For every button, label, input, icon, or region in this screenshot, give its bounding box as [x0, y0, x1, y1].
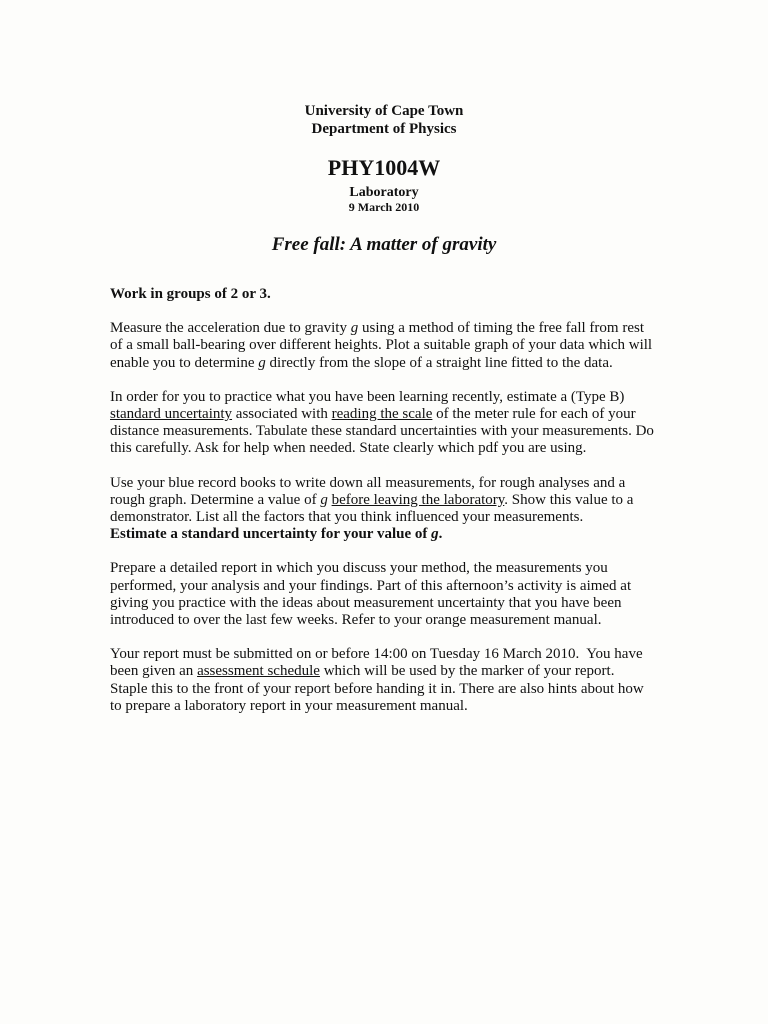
paragraph-submission	[110, 646, 658, 715]
gravity-symbol: g	[320, 491, 328, 508]
session-type: Laboratory	[349, 185, 419, 200]
paragraph-record-books	[110, 475, 658, 544]
gravity-symbol: g	[350, 320, 359, 337]
paragraph-text: Measure the acceleration due to gravity	[110, 320, 351, 337]
university-name: University of Cape Town	[304, 103, 464, 119]
paragraph-text: which will be used by the marker of your report. Staple this to the front of your report before handing it in. There are also hints about how to prepare a laboratory report in your measurement manual.	[110, 663, 644, 714]
paragraph-text: using a method of timing the free fall from rest of a small ball-bearing over different heights. Plot a suitable graph of your data which will enable you to determine	[110, 320, 653, 371]
gravity-symbol: g	[258, 354, 266, 371]
underlined-term: assessment schedule	[197, 663, 320, 680]
document-header	[0, 102, 768, 257]
paragraph-text: Your report must be submitted on or before 14:00 on Tuesday 16 March 2010. You have been given an	[110, 646, 643, 680]
document-title: Free fall: A matter of gravity	[271, 234, 497, 255]
emphasis-text: .	[438, 526, 443, 543]
paragraph-text: directly from the slope of a straight line fitted to the data.	[265, 354, 613, 371]
lab-date: 9 March 2010	[348, 200, 420, 214]
paragraph-text: In order for you to practice what you have been learning recently, estimate a (Type B)	[110, 388, 625, 405]
groups-instruction: Work in groups of 2 or 3.	[110, 286, 271, 302]
paragraph-uncertainty	[110, 389, 658, 458]
course-code: PHY1004W	[327, 155, 441, 180]
paragraph-text: associated with	[232, 406, 332, 423]
paragraph-text: of the meter rule for each of your distance measurements. Tabulate these standard uncertainties with your measurements. Do this carefully. Ask for help when needed. State clearly which pdf you are using.	[110, 406, 654, 457]
document-body	[110, 286, 658, 732]
paragraph-report: Prepare a detailed report in which you discuss your method, the measurements you performed, your analysis and your findings. Part of this afternoon’s activity is aimed at giving you practice with the ideas about measurement uncertainty that you have been introduced to over the last few weeks. Refer to your orange measurement manual.	[110, 560, 632, 629]
underlined-term: before leaving the laboratory	[331, 491, 505, 508]
paragraph-text: . Show this value to a demonstrator. List all the factors that you think influenced your measurements.	[110, 491, 634, 526]
paragraph-measure	[110, 320, 658, 372]
department-name: Department of Physics	[311, 121, 457, 137]
paragraph-text: Use your blue record books to write down all measurements, for rough analyses and a rough graph. Determine a value of	[110, 474, 626, 508]
underlined-term: reading the scale	[331, 406, 433, 423]
emphasis-text: Estimate a standard uncertainty for your value of	[110, 526, 432, 543]
gravity-symbol: g	[431, 526, 439, 543]
underlined-term: standard uncertainty	[110, 406, 233, 423]
